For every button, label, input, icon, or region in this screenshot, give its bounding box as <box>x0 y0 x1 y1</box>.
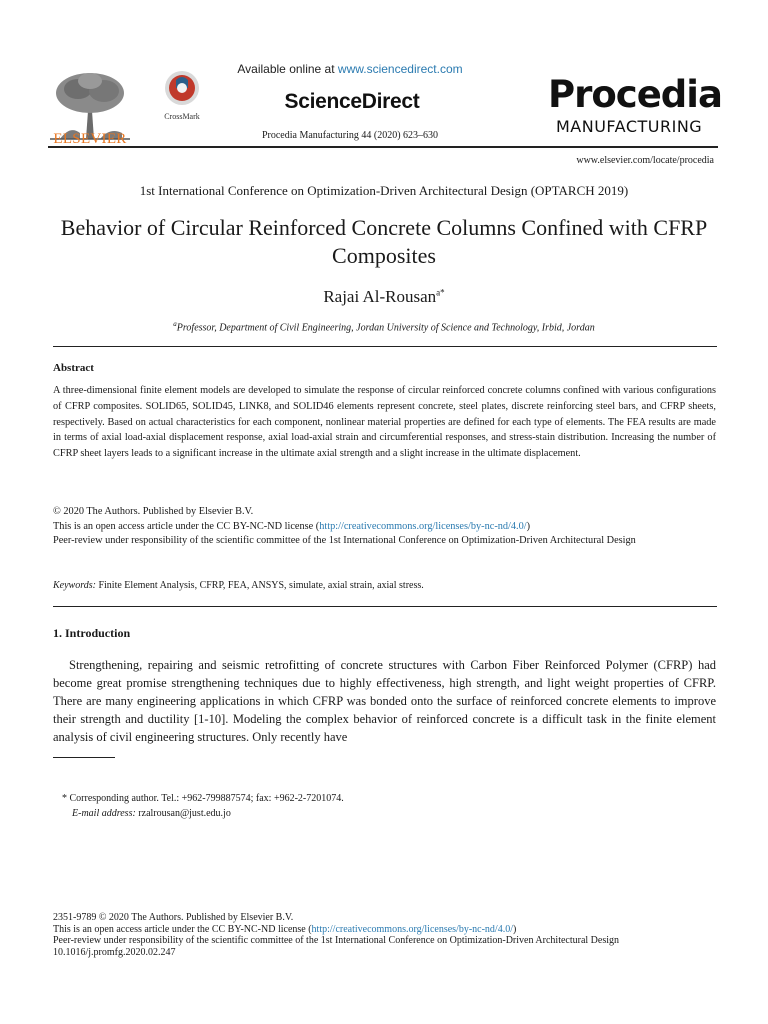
keywords <box>53 580 716 591</box>
author-line <box>40 287 728 307</box>
header-rule <box>48 146 718 148</box>
paper-title: Behavior of Circular Reinforced Concrete Columns Confined with CFRP Composites <box>60 215 708 268</box>
journal-url[interactable]: www.elsevier.com/locate/procedia <box>576 155 714 166</box>
issn-line: 2351-9789 © 2020 The Authors. Published by Elsevier B.V. <box>53 912 294 923</box>
footer-license-prefix: This is an open access article under the CC BY-NC-ND license ( <box>53 923 312 935</box>
crossmark-badge[interactable] <box>160 70 204 121</box>
conference-name: 1st International Conference on Optimization-Driven Architectural Design (OPTARCH 2019) <box>139 183 629 198</box>
license-suffix: ) <box>526 520 531 532</box>
email-line <box>72 808 231 819</box>
procedia-logo-subtitle: MANUFACTURING <box>556 117 703 136</box>
peer-review-line: Peer-review under responsibility of the scientific committee of the 1st International Conference on Optimization-Driven Architectural Design <box>53 535 636 546</box>
corresponding-author: * Corresponding author. Tel.: +962-799887574; fax: +962-2-7201074. <box>62 793 344 804</box>
crossmark-label: CrossMark <box>164 112 200 121</box>
footnote-rule <box>53 757 115 758</box>
affiliation <box>40 320 728 333</box>
footer-info <box>53 912 733 958</box>
abstract-top-rule <box>53 346 717 347</box>
crossmark-icon <box>164 70 200 106</box>
footer-license-line <box>53 924 733 936</box>
affiliation-text: Professor, Department of Civil Engineering, Jordan University of Science and Technology, Irbid, Jordan <box>176 322 595 334</box>
copyright-block <box>53 505 716 549</box>
available-online <box>220 62 480 76</box>
keywords-label: Keywords: <box>53 580 96 591</box>
license-line <box>53 520 716 535</box>
affiliation-superscript: a <box>173 320 177 328</box>
abstract-bottom-rule <box>53 606 717 607</box>
license-prefix: This is an open access article under the CC BY-NC-ND license ( <box>53 520 320 532</box>
sciencedirect-link[interactable]: www.sciencedirect.com <box>337 62 463 76</box>
copyright-line: © 2020 The Authors. Published by Elsevier B.V. <box>53 506 254 517</box>
abstract-text: A three-dimensional finite element models are developed to simulate the response of circular reinforced concrete columns confined with various configurations of CFRP composites. SOLID65, SOLID45, LINK8, and SOLID46 elements represent concrete, steel plates, discrete reinforcing steel bars, and CFRP sheets, respectively. Based on actual characteristics for each component, nonlinear material properties are defined for each type of elements. The FEA results are made in terms of axial load-axial displacement response, axial load-axial strain and circumferential responses, and stress-stain distribution. Increasing the number of CFRP sheet layers leads to a significant increase in the ultimate axial strength and a slight increase in the ultimate displacement. <box>53 385 716 460</box>
email-label: E-mail address: <box>72 808 136 819</box>
introduction-text: Strengthening, repairing and seismic retrofitting of concrete structures with Carbon Fiber Reinforced Polymer (CFRP) had become great promise strengthening techniques due to highly effectiveness, high strength, and light weight properties of CFRP. There are many engineering applications in which CFRP was bonded onto the surface of reinforced concrete elements to improve their strength and ductility [1-10]. Modeling the complex behavior of reinforced concrete is a difficult task in the finite element analysis of civil engineering structures. Only recently have <box>53 658 716 744</box>
author-superscript: a* <box>436 287 445 298</box>
elsevier-wordmark: ELSEVIER <box>53 131 127 147</box>
footer-peer-review: Peer-review under responsibility of the scientific committee of the 1st International Conference on Optimization-Driven Architectural Design <box>53 935 620 946</box>
keywords-list: Finite Element Analysis, CFRP, FEA, ANSYS, simulate, axial strain, axial stress. <box>95 580 424 591</box>
email-address[interactable]: rzalrousan@just.edu.jo <box>135 808 231 819</box>
sciencedirect-logo: ScienceDirect <box>284 90 420 113</box>
introduction-heading: 1. Introduction <box>53 626 131 640</box>
license-link[interactable]: http://creativecommons.org/licenses/by-nc-nd/4.0/ <box>319 520 527 532</box>
journal-issue: Procedia Manufacturing 44 (2020) 623–630 <box>261 130 439 141</box>
footer-license-suffix: ) <box>512 923 517 935</box>
abstract-heading: Abstract <box>53 362 94 374</box>
footer-license-link[interactable]: http://creativecommons.org/licenses/by-nc-nd/4.0/ <box>311 923 513 935</box>
doi[interactable]: 10.1016/j.promfg.2020.02.247 <box>53 946 176 958</box>
procedia-logo: Procedia <box>548 73 722 116</box>
author-name: Rajai Al-Rousan <box>323 287 437 306</box>
available-online-prefix: Available online at <box>237 62 338 76</box>
